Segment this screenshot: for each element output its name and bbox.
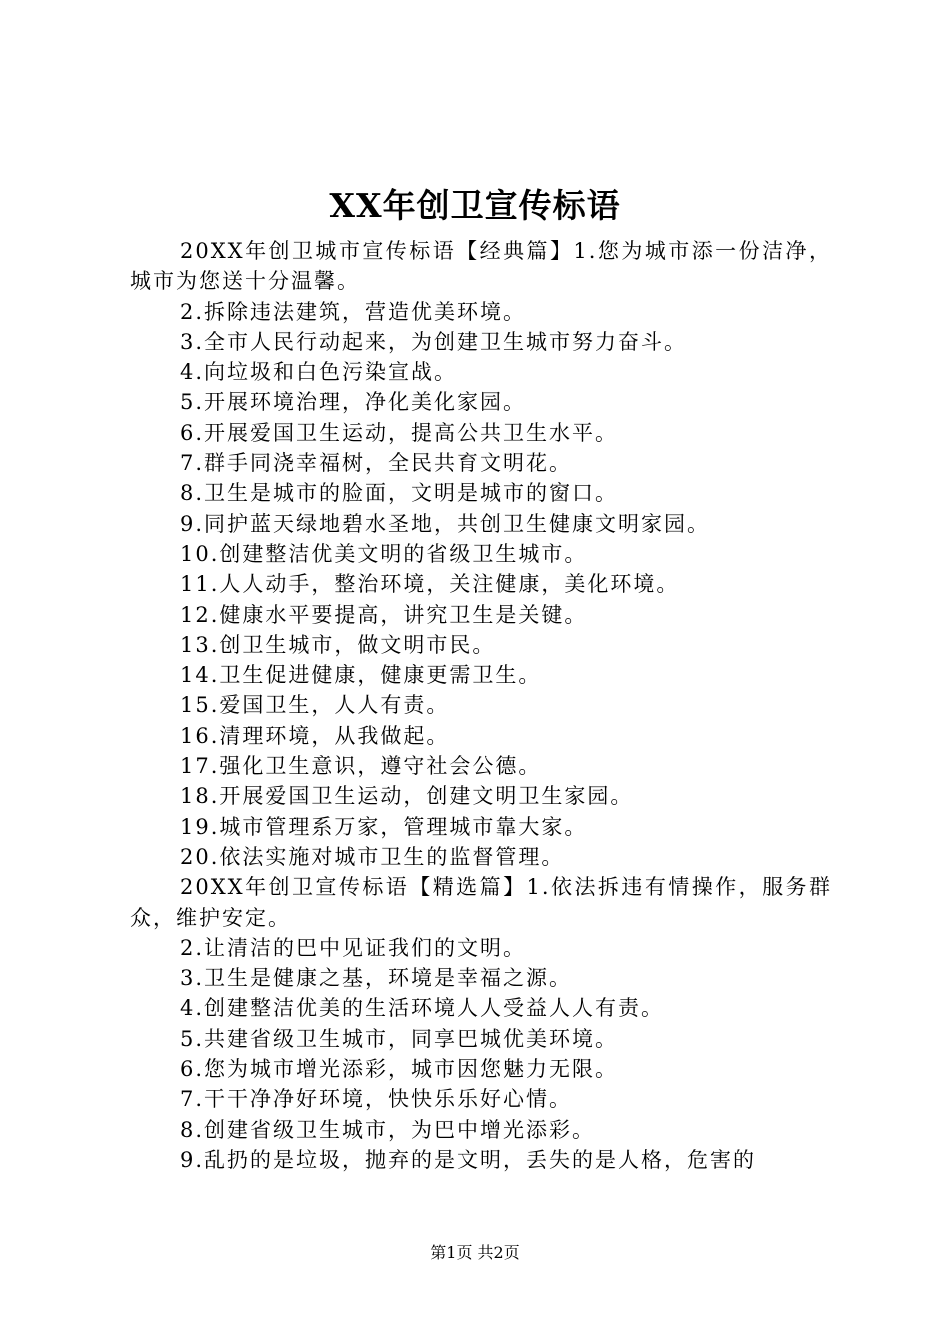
paragraph: 9.乱扔的是垃圾，抛弃的是文明，丢失的是人格，危害的 [180, 1147, 757, 1172]
paragraph: 19.城市管理系万家，管理城市靠大家。 [180, 814, 588, 839]
paragraph: 8.创建省级卫生城市，为巴中增光添彩。 [180, 1117, 596, 1142]
paragraph: 5.共建省级卫生城市，同享巴城优美环境。 [180, 1026, 619, 1051]
paragraph: 14.卫生促进健康，健康更需卫生。 [180, 663, 542, 688]
paragraph: 7.群手同浇幸福树，全民共育文明花。 [180, 451, 573, 476]
paragraph: 13.创卫生城市，做文明市民。 [180, 632, 496, 657]
paragraph: 18.开展爱国卫生运动，创建文明卫生家园。 [180, 784, 634, 809]
paragraph: 17.强化卫生意识，遵守社会公德。 [180, 754, 542, 779]
paragraph: 2.让清洁的巴中见证我们的文明。 [180, 935, 527, 960]
paragraph: 20XX年创卫城市宣传标语【经典篇】1.您为城市添一份洁净，城市为您送十分温馨。 [130, 239, 832, 294]
paragraph: 20XX年创卫宣传标语【精选篇】1.依法拆违有情操作，服务群众，维护安定。 [130, 875, 832, 930]
document-title: XX年创卫宣传标语 [329, 186, 621, 225]
paragraph: 15.爱国卫生，人人有责。 [180, 693, 450, 718]
paragraph: 8.卫生是城市的脸面，文明是城市的窗口。 [180, 481, 619, 506]
paragraph: 6.开展爱国卫生运动，提高公共卫生水平。 [180, 420, 619, 445]
document-body [130, 236, 832, 1175]
paragraph: 9.同护蓝天绿地碧水圣地，共创卫生健康文明家园。 [180, 511, 711, 536]
paragraph: 4.创建整洁优美的生活环境人人受益人人有责。 [180, 996, 665, 1021]
paragraph: 11.人人动手，整治环境，关注健康，美化环境。 [180, 572, 680, 597]
paragraph: 20.依法实施对城市卫生的监督管理。 [180, 844, 565, 869]
paragraph: 16.清理环境，从我做起。 [180, 723, 450, 748]
paragraph: 7.干干净净好环境，快快乐乐好心情。 [180, 1087, 573, 1112]
paragraph: 3.全市人民行动起来，为创建卫生城市努力奋斗。 [180, 329, 688, 354]
paragraph: 10.创建整洁优美文明的省级卫生城市。 [180, 541, 588, 566]
paragraph: 4.向垃圾和白色污染宣战。 [180, 360, 458, 385]
paragraph: 12.健康水平要提高，讲究卫生是关键。 [180, 602, 588, 627]
paragraph: 2.拆除违法建筑，营造优美环境。 [180, 299, 527, 324]
page-footer: 第1页 共2页 [430, 1243, 520, 1262]
paragraph: 5.开展环境治理，净化美化家园。 [180, 390, 527, 415]
paragraph: 6.您为城市增光添彩，城市因您魅力无限。 [180, 1057, 619, 1082]
paragraph: 3.卫生是健康之基，环境是幸福之源。 [180, 966, 573, 991]
